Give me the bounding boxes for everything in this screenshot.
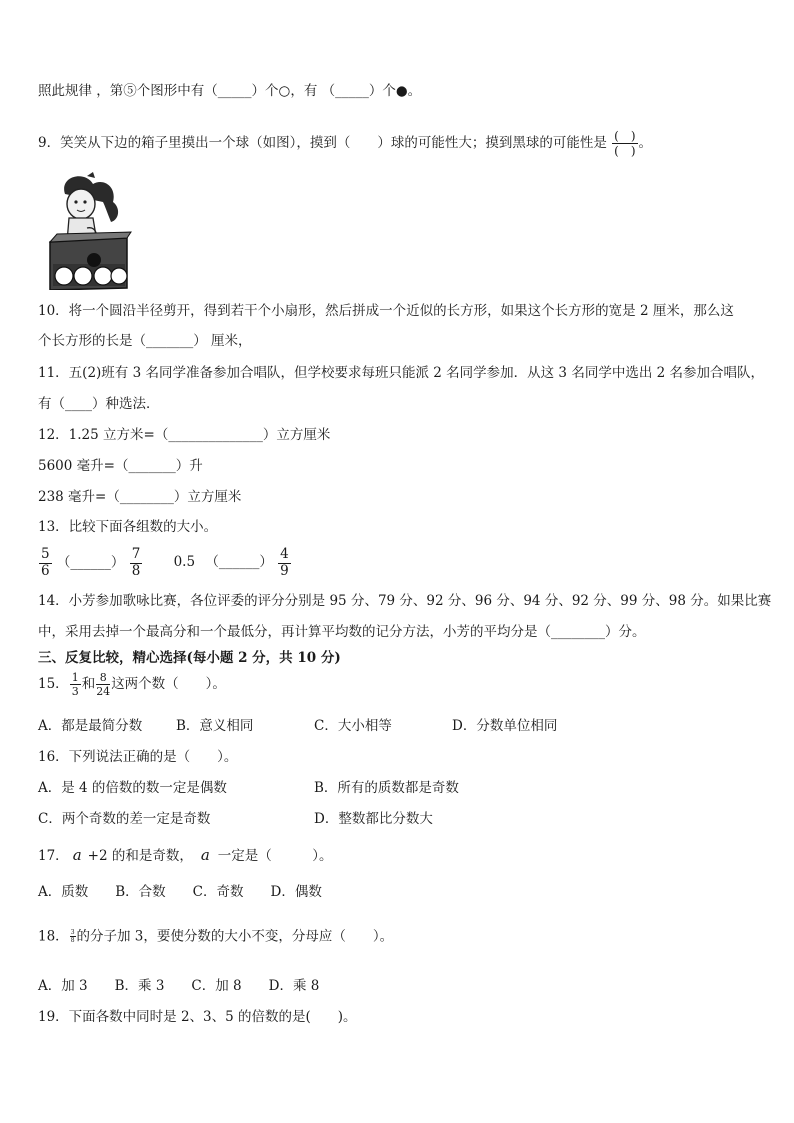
- q11-line1: 11．五(2)班有 3 名同学准备参加合唱队，但学校要求每班只能派 2 名同学参加．从这 3 名同学中选出 2 名参加合唱队，: [38, 365, 764, 381]
- girl-with-ball-box-illustration: [47, 172, 133, 290]
- decimal-0-5: 0.5: [173, 554, 196, 571]
- q16-option-d: D．整数都比分数大: [314, 811, 433, 827]
- q16-option-b: B．所有的质数都是奇数: [314, 780, 459, 796]
- q9-numerator: ( ): [614, 129, 636, 143]
- q12-line2: 5600 毫升=（_______）升: [38, 458, 203, 474]
- q9-denominator: ( ): [614, 144, 636, 158]
- numerator: 8: [96, 672, 110, 685]
- denominator: 24: [96, 685, 111, 698]
- q17-number: 17．: [38, 848, 69, 864]
- denominator: 3: [71, 685, 79, 698]
- denominator: 9: [280, 562, 289, 579]
- compare-blank-2: （______）: [205, 554, 273, 571]
- q9-text: 9．笑笑从下边的箱子里摸出一个球（如图），摸到（ ）球的可能性大；摸到黑球的可能性是: [38, 135, 607, 151]
- q9-end: 。: [638, 135, 653, 151]
- fraction-8-24: [96, 672, 110, 697]
- numerator: 7: [131, 546, 141, 562]
- fraction-1-3: [70, 672, 81, 697]
- q16-option-a: A．是 4 的倍数的数一定是偶数: [38, 780, 227, 796]
- q19: 19．下面各数中同时是 2、3、5 的倍数的是( )。: [38, 1009, 357, 1025]
- q18: [38, 930, 393, 944]
- var-a: a: [200, 846, 210, 864]
- fraction-5-6: [39, 548, 52, 578]
- q14-line1: 14．小芳参加歌咏比赛，各位评委的评分分别是 95 分、79 分、92 分、96 分、94 分、92 分、99 分、98 分。如果比赛: [38, 593, 772, 609]
- q11-line2: 有（____）种选法．: [38, 396, 160, 412]
- var-a: a: [72, 846, 82, 864]
- q17-tail: 一定是（ ）。: [217, 848, 333, 864]
- fraction-7-8: [130, 548, 143, 578]
- numerator: 3: [70, 929, 75, 936]
- q15: [38, 672, 226, 697]
- q10-line2: 个长方形的长是（_______） 厘米，: [38, 333, 252, 349]
- numerator: 1: [71, 671, 79, 684]
- q14-line2: 中，采用去掉一个最高分和一个最低分，再计算平均数的记分方法，小芳的平均分是（________）分。: [38, 624, 646, 640]
- fraction-3-8: [70, 930, 76, 944]
- q13: 13．比较下面各组数的大小。: [38, 519, 218, 535]
- q18-tail: 的分子加 3，要使分数的大小不变，分母应（ ）。: [76, 928, 394, 945]
- numerator: 5: [41, 546, 50, 562]
- q12-line3: 238 毫升=（________）立方厘米: [38, 489, 242, 505]
- q10-line1: 10．将一个圆沿半径剪开，得到若干个小扇形，然后拼成一个近似的长方形，如果这个长方形的宽是 2 厘米，那么这: [38, 303, 734, 319]
- q17-options: A．质数 B．合数 C．奇数 D．偶数: [38, 884, 322, 900]
- q9: [38, 130, 652, 157]
- q17: [38, 846, 333, 865]
- denominator: 6: [41, 562, 50, 579]
- q15-option-b: B．意义相同: [176, 718, 254, 734]
- q13-comparisons: [38, 548, 292, 578]
- q12-line1: 12．1.25 立方米=（______________）立方厘米: [38, 427, 331, 443]
- q9-fraction: [612, 130, 637, 157]
- q15-option-d: D．分数单位相同: [452, 718, 558, 734]
- numerator: 4: [280, 546, 289, 562]
- q16-option-c: C．两个奇数的差一定是奇数: [38, 811, 211, 827]
- fraction-4-9: [278, 548, 291, 578]
- q15-tail: 这两个数（ ）。: [111, 675, 226, 692]
- denominator: 8: [131, 562, 141, 579]
- q15-option-a: A．都是最简分数: [38, 718, 143, 734]
- q16: 16．下列说法正确的是（ ）。: [38, 749, 238, 765]
- q18-number: 18．: [38, 928, 69, 945]
- section-3-heading: 三、反复比较，精心选择(每小题 2 分，共 10 分): [38, 650, 341, 666]
- q15-option-c: C．大小相等: [314, 718, 392, 734]
- compare-blank-1: （______）: [56, 554, 125, 571]
- pattern-question-tail: 照此规律 ，第⑤个图形中有（_____）个○，有 （_____）个●。: [38, 83, 422, 99]
- q17-middle: +2 的和是奇数，: [87, 848, 193, 864]
- denominator: 8: [70, 937, 75, 944]
- q15-and: 和: [81, 675, 96, 692]
- q18-options: A．加 3 B．乘 3 C．加 8 D．乘 8: [38, 978, 320, 994]
- q15-number: 15．: [38, 675, 69, 692]
